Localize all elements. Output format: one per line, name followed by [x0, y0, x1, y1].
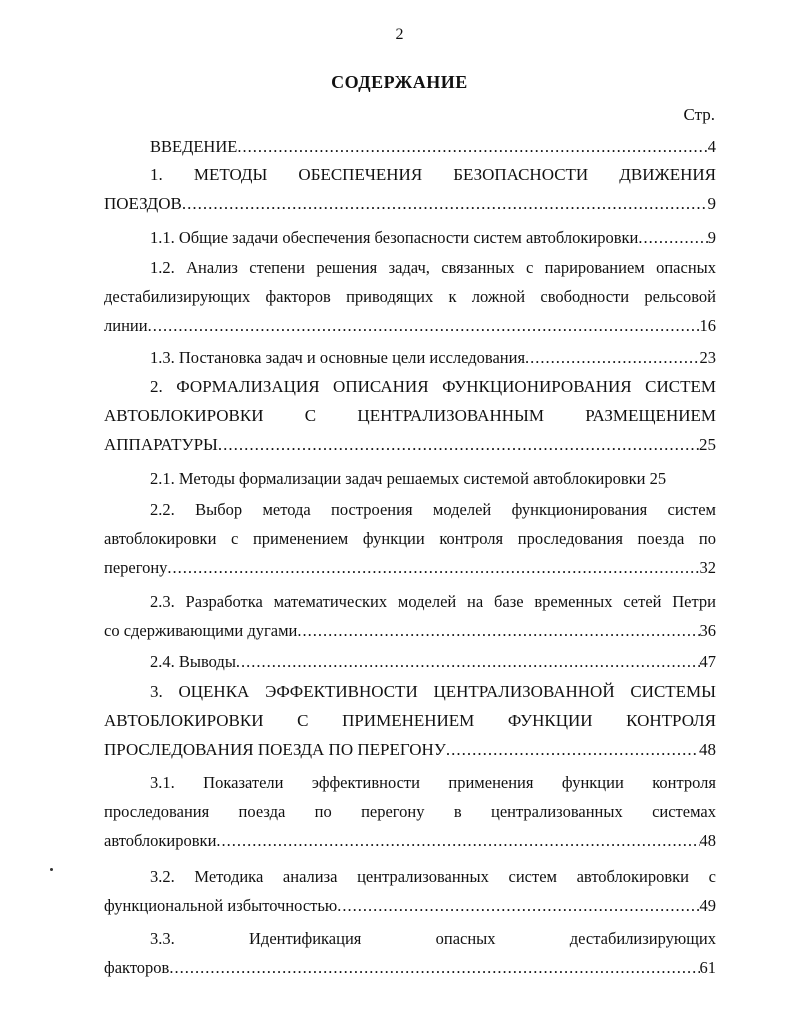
dot-leader	[525, 343, 699, 372]
dot-leader	[148, 311, 700, 340]
toc-page-ref: 61	[699, 958, 716, 977]
toc-entry-section-2-4	[104, 647, 716, 676]
toc-page-ref: 25	[699, 435, 716, 454]
toc-entry-text: факторов	[104, 958, 170, 977]
toc-line: 3.3. Идентификация опасных дестабилизирующих	[150, 929, 716, 948]
toc-line: 3.1. Показатели эффективности применения функции контроля	[150, 773, 716, 792]
toc-entry-section-3-1	[104, 768, 716, 855]
toc-line: 2.3. Разработка математических моделей на базе временных сетей Петри	[150, 592, 716, 611]
dot-leader	[638, 223, 707, 252]
toc-line	[104, 647, 716, 676]
toc-line	[104, 735, 716, 764]
toc-line	[104, 553, 716, 582]
toc-entry-text: 2.4. Выводы	[150, 652, 236, 671]
toc-page-ref: 9	[707, 194, 716, 213]
toc-line	[104, 343, 716, 372]
toc-line	[104, 826, 716, 855]
toc-line: автоблокировки с применением функции контроля проследования поезда по	[104, 529, 716, 548]
toc-line	[104, 311, 716, 340]
toc-page-ref: 48	[699, 740, 716, 759]
dot-leader	[297, 616, 699, 645]
dot-leader	[237, 132, 707, 161]
toc-entry-chapter-3	[104, 677, 716, 764]
toc-line	[104, 891, 716, 920]
toc-line: 2.2. Выбор метода построения моделей функционирования систем	[150, 500, 716, 519]
toc-entry-section-1-2	[104, 253, 716, 340]
toc-line	[104, 189, 716, 218]
toc-entry-section-3-2	[104, 862, 716, 920]
toc-line	[104, 430, 716, 459]
toc-entry-section-2-1	[104, 464, 716, 493]
toc-line: проследования поезда по перегону в централизованных системах	[104, 802, 716, 821]
toc-page-ref: 9	[707, 228, 716, 247]
page-number: 2	[395, 26, 404, 43]
toc-line: 3. ОЦЕНКА ЭФФЕКТИВНОСТИ ЦЕНТРАЛИЗОВАННОЙ СИСТЕМЫ	[150, 682, 716, 701]
toc-entry-chapter-2	[104, 372, 716, 459]
toc-title: СОДЕРЖАНИЕ	[331, 72, 468, 92]
dot-leader	[216, 826, 699, 855]
toc-entry-text: ВВЕДЕНИЕ	[150, 137, 238, 156]
toc-page-ref: 16	[699, 316, 716, 335]
toc-line: 1.2. Анализ степени решения задач, связанных с парированием опасных	[150, 258, 716, 277]
toc-page-ref: 49	[699, 896, 716, 915]
toc-line	[104, 132, 716, 161]
toc-entry-text: 1.3. Постановка задач и основные цели исследования	[150, 348, 526, 367]
toc-entry-section-2-2	[104, 495, 716, 582]
toc-page-ref: 47	[699, 652, 716, 671]
toc-entry-text: функциональной избыточностью	[104, 896, 338, 915]
toc-line: АВТОБЛОКИРОВКИ С ПРИМЕНЕНИЕМ ФУНКЦИИ КОНТРОЛЯ	[104, 711, 716, 730]
toc-line: 1. МЕТОДЫ ОБЕСПЕЧЕНИЯ БЕЗОПАСНОСТИ ДВИЖЕНИЯ	[150, 165, 716, 184]
toc-line: 3.2. Методика анализа централизованных систем автоблокировки с	[150, 867, 716, 886]
toc-entry-section-3-3	[104, 924, 716, 982]
dot-leader	[169, 953, 699, 982]
toc-entry-section-2-3	[104, 587, 716, 645]
toc-entry-text: перегону	[104, 558, 168, 577]
dot-leader	[218, 430, 699, 459]
dot-leader	[337, 891, 699, 920]
toc-page-ref: 32	[699, 558, 716, 577]
toc-line	[104, 953, 716, 982]
dot-leader	[446, 735, 699, 764]
toc-entry-text: со сдерживающими дугами	[104, 621, 298, 640]
toc-line	[104, 223, 716, 252]
toc-entry-text: АППАРАТУРЫ	[104, 435, 218, 454]
dot-leader	[182, 189, 708, 218]
toc-line: 2. ФОРМАЛИЗАЦИЯ ОПИСАНИЯ ФУНКЦИОНИРОВАНИЯ СИСТЕМ	[150, 377, 716, 396]
toc-line: АВТОБЛОКИРОВКИ С ЦЕНТРАЛИЗОВАННЫМ РАЗМЕЩЕНИЕМ	[104, 406, 716, 425]
toc-page-ref: 23	[699, 348, 716, 367]
dot-leader	[167, 553, 699, 582]
toc-entry-text: ПРОСЛЕДОВАНИЯ ПОЕЗДА ПО ПЕРЕГОНУ	[104, 740, 446, 759]
toc-line: 2.1. Методы формализации задач решаемых системой автоблокировки 25	[150, 469, 667, 488]
dot-leader	[236, 647, 700, 676]
toc-entry-introduction	[104, 132, 716, 161]
toc-entry-section-1-3	[104, 343, 716, 372]
toc-page-ref: 48	[699, 831, 716, 850]
toc-entry-section-1-1	[104, 223, 716, 252]
toc-line	[104, 616, 716, 645]
toc-entry-text: 1.1. Общие задачи обеспечения безопасности систем автоблокировки	[150, 228, 639, 247]
scan-speck	[50, 868, 53, 871]
page-column-label: Стр.	[683, 105, 715, 124]
toc-page-ref: 36	[699, 621, 716, 640]
toc-line: дестабилизирующих факторов приводящих к ложной свободности рельсовой	[104, 287, 716, 306]
toc-entry-text: автоблокировки	[104, 831, 217, 850]
toc-entry-text: линии	[104, 316, 148, 335]
toc-entry-chapter-1	[104, 160, 716, 218]
toc-page-ref: 4	[707, 137, 716, 156]
toc-entry-text: ПОЕЗДОВ	[104, 194, 182, 213]
